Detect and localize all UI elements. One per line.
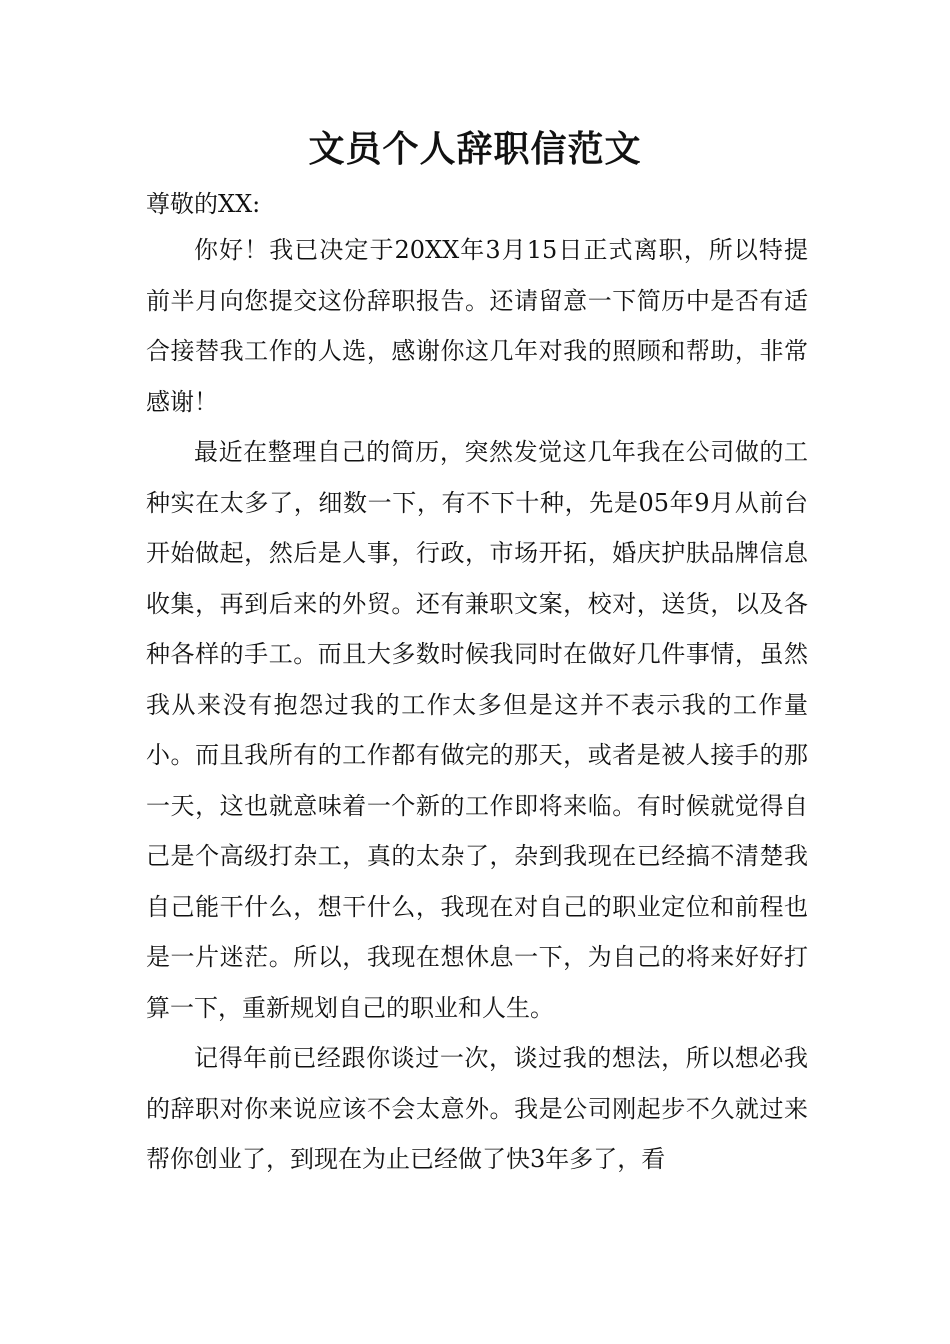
paragraph-1: 你好！我已决定于20XX年3月15日正式离职，所以特提前半月向您提交这份辞职报告。还请留意一下简历中是否有适合接替我工作的人选，感谢你这几年对我的照顾和帮助，非常感谢！ (146, 236, 808, 416)
salutation: 尊敬的XX: (146, 190, 261, 218)
paragraph-3: 记得年前已经跟你谈过一次，谈过我的想法，所以想必我的辞职对你来说应该不会太意外。我是公司刚起步不久就过来帮你创业了，到现在为止已经做了快3年多了，看 (146, 1044, 808, 1173)
paragraph-2: 最近在整理自己的简历，突然发觉这几年我在公司做的工种实在太多了，细数一下，有不下十种，先是05年9月从前台开始做起，然后是人事，行政，市场开拓，婚庆护肤品牌信息收集，再到后来的外贸。还有兼职文案，校对，送货，以及各种各样的手工。而且大多数时候我同时在做好几件事情，虽然我从来没有抱怨过我的工作太多但是这并不表示我的工作量小。而且我所有的工作都有做完的那天，或者是被人接手的那一天，这也就意味着一个新的工作即将来临。有时候就觉得自己是个高级打杂工，真的太杂了，杂到我现在已经搞不清楚我自己能干什么，想干什么，我现在对自己的职业定位和前程也是一片迷茫。所以，我现在想休息一下，为自己的将来好好打算一下，重新规划自己的职业和人生。 (146, 438, 808, 1022)
document-title: 文员个人辞职信范文 (308, 129, 642, 170)
letter-body (146, 225, 808, 1185)
